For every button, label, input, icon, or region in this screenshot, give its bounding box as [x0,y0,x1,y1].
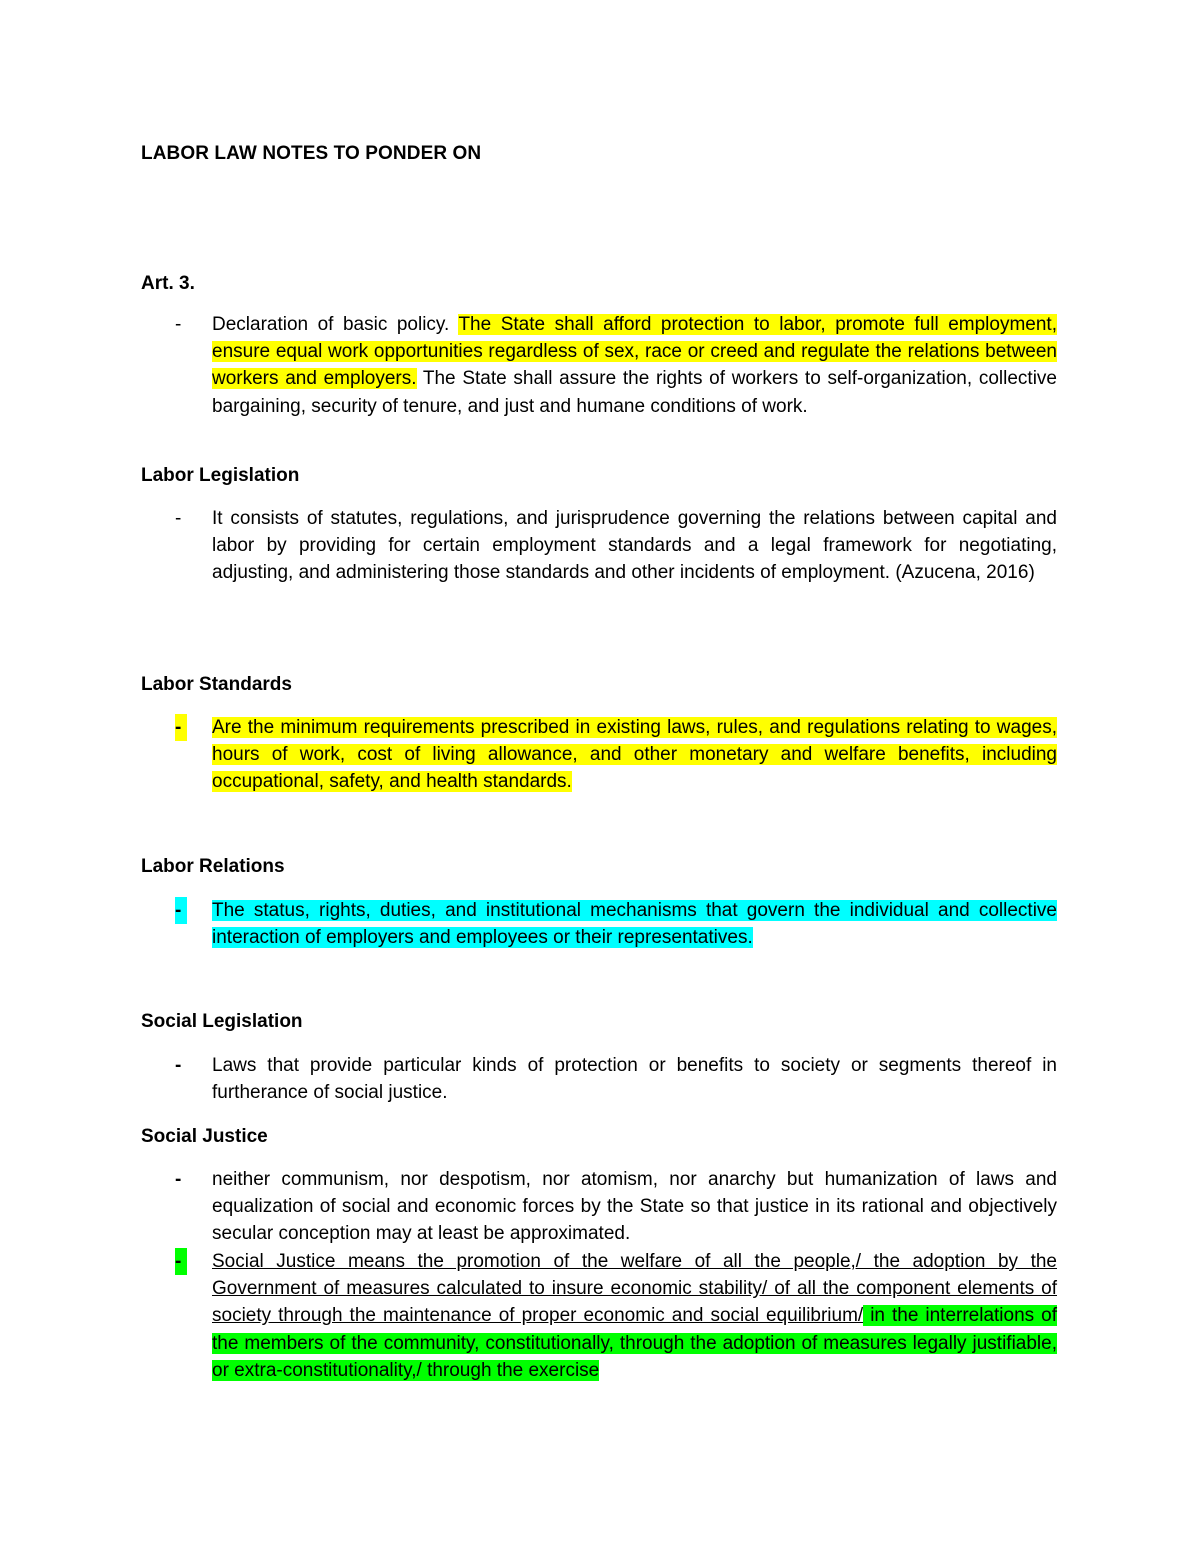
list-item-art-3 [141,311,1057,420]
labor-standards-text-highlight: Are the minimum requirements prescribed in existing laws, rules, and regulations relating to wages, hours of work, cost of living allowance, and other monetary and welfare benefits, including occupational, safety, and health standards. [212,717,1057,793]
heading-social-legislation: Social Legislation [141,1011,303,1032]
document-title: LABOR LAW NOTES TO PONDER ON [141,143,482,164]
heading-art-3: Art. 3. [141,273,195,294]
social-legislation-text: Laws that provide particular kinds of protection or benefits to society or segments thereof in furtherance of social justice. [212,1055,1057,1104]
list-item-social-justice-1 [141,1166,1057,1248]
social-justice-text-2-underlined: Social Justice means the promotion of the welfare of all the people,/ the adoption by the Government of measures calculated to insure economic stability/ of all the component elements of society through the maintenance of proper economic and social equilibrium/ [212,1251,1057,1327]
bullet-dash: - [175,314,182,335]
art-3-text-plain: Declaration of basic policy. [212,314,459,335]
labor-relations-text [212,897,1057,951]
art-3-text [212,311,1057,420]
list-item-labor-legislation [141,505,1057,587]
social-justice-text-1: neither communism, nor despotism, nor atomism, nor anarchy but humanization of laws and equalization of social and economic forces by the State so that justice in its rational and objectively secular conception may at least be approximated. [212,1169,1057,1245]
labor-legislation-text: It consists of statutes, regulations, and jurisprudence governing the relations between capital and labor by providing for certain employment standards and a legal framework for negotiating, adjusting, and administering those standards and other incidents of employment. (Azucena, 2016) [212,508,1057,584]
bullet-dash: - [175,1055,182,1076]
list-item-social-legislation [141,1052,1057,1106]
art-3-text-rest: The State shall assure the rights of workers to self-organization, collective bargaining, security of tenure, and just and humane conditions of work. [212,368,1057,417]
list-item-labor-standards [141,714,1057,796]
heading-labor-standards: Labor Standards [141,674,292,695]
list-item-social-justice-2 [141,1248,1057,1384]
social-justice-text-2-highlight: in the interrelations of the members of the community, constitutionally, through the adoption of measures legally justifiable, or extra-constitutionality,/ through the exercise [212,1305,1057,1381]
heading-labor-relations: Labor Relations [141,856,285,877]
bullet-dash: - [175,508,182,529]
labor-standards-text [212,714,1057,796]
bullet-dash: - [175,714,187,741]
social-justice-text-2 [212,1248,1057,1384]
list-item-labor-relations [141,897,1057,951]
bullet-dash: - [175,1248,187,1275]
art-3-text-highlight: The State shall afford protection to labor, promote full employment, ensure equal work opportunities regardless of sex, race or creed and regulate the relations between workers and employers. [212,314,1057,390]
heading-social-justice: Social Justice [141,1126,268,1147]
heading-labor-legislation: Labor Legislation [141,465,300,486]
bullet-dash: - [175,897,187,924]
labor-relations-text-highlight: The status, rights, duties, and institutional mechanisms that govern the individual and collective interaction of employers and employees or their representatives. [212,900,1057,949]
bullet-dash: - [175,1169,182,1190]
